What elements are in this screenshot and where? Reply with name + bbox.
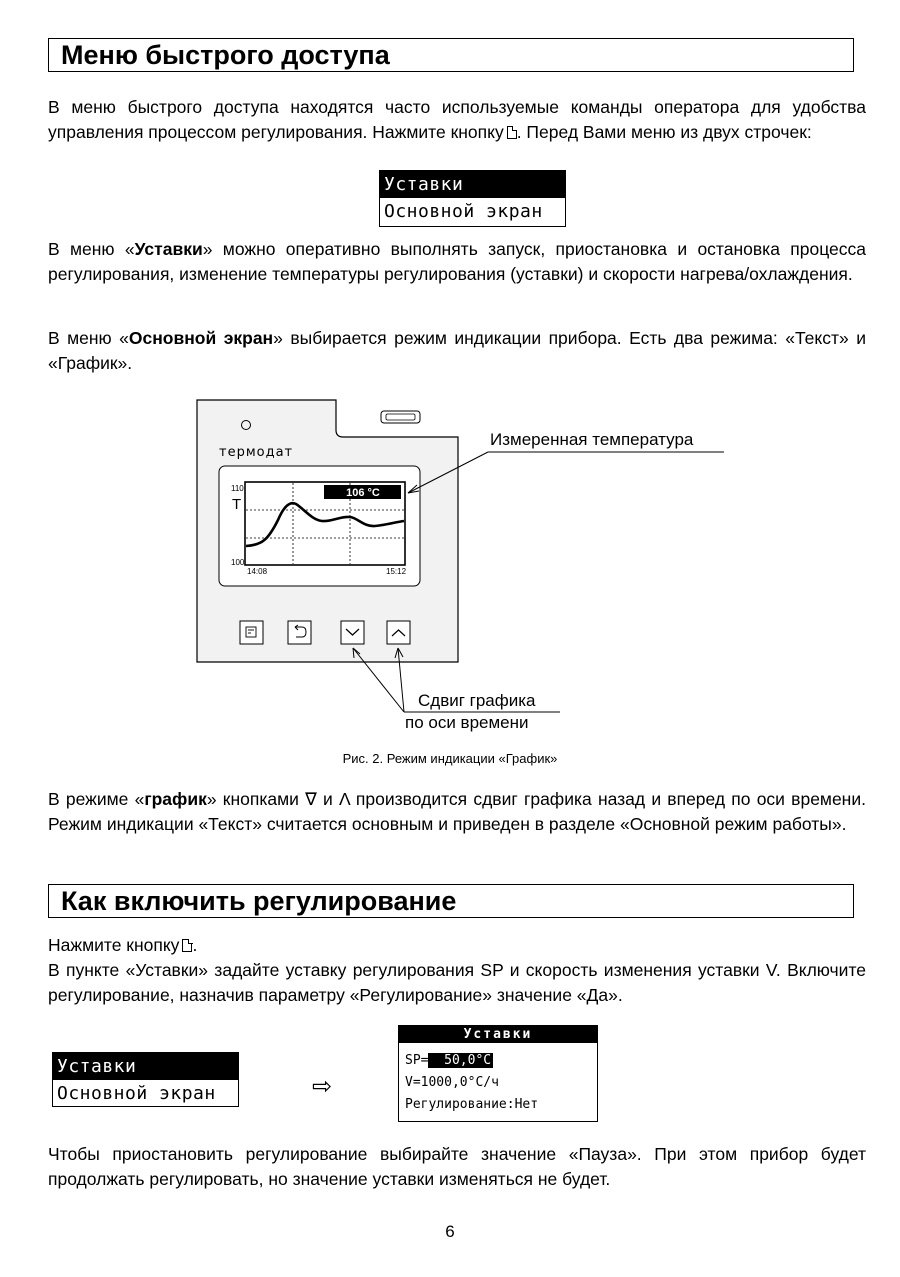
page-icon <box>182 939 192 952</box>
setpoints-title: Уставки <box>399 1026 597 1043</box>
up-button[interactable] <box>387 621 410 644</box>
y-axis-symbol: T <box>232 496 242 513</box>
paragraph-pause: Чтобы приостановить регулирование выбирайте значение «Пауза». При этом прибор будет продолжать регулировать, но значение уставки изменяться не будет. <box>48 1144 866 1189</box>
paragraph-intro: В меню быстрого доступа находятся часто используемые команды оператора для удобства управления процессом регулирования. Нажмите кнопку . Перед Вами меню из двух строчек: <box>48 97 866 142</box>
callout-shift-line2: по оси времени <box>405 713 529 732</box>
section-title-enable-regulation: Как включить регулирование <box>48 884 854 918</box>
device-figure <box>0 390 900 740</box>
x-axis-start: 14:08 <box>247 567 268 576</box>
page-icon <box>507 126 517 139</box>
back-button[interactable] <box>288 621 311 644</box>
quick-menu-display <box>379 170 566 227</box>
sp-row <box>399 1050 597 1072</box>
paragraph-graph-mode: В режиме «график» кнопками ∇ и Λ производится сдвиг графика назад и вперед по оси времени. Режим индикации «Текст» считается основным и приведен в разделе «Основной режим работы». <box>48 789 866 834</box>
quick-menu-display-2 <box>52 1052 239 1107</box>
regulation-row[interactable]: Регулирование:Нет <box>405 1097 539 1112</box>
paragraph-setpoint-instructions: В пункте «Уставки» задайте уставку регулирования SP и скорость изменения уставки V. Включите регулирование, назначив параметру «Регулирование» значение «Да». <box>48 960 866 1005</box>
menu-item-setpoints[interactable]: Уставки <box>53 1053 238 1080</box>
x-axis-end: 15:12 <box>386 567 407 576</box>
sp-label: SP= <box>405 1053 429 1068</box>
paragraph-setpoints: В меню «Уставки» можно оперативно выполнять запуск, приостановка и остановка процесса регулирования, изменение температуры регулирования (уставки) и скорости нагрева/охлаждения. <box>48 239 867 284</box>
menu-item-setpoints[interactable]: Уставки <box>380 171 565 198</box>
y-axis-max: 110 <box>231 484 244 493</box>
usb-port-icon <box>381 411 420 423</box>
temperature-value: 106 °C <box>346 487 380 499</box>
menu-item-main-screen[interactable]: Основной экран <box>384 201 543 222</box>
callout-measured-temperature: Измеренная температура <box>490 430 694 449</box>
y-axis-min: 100 <box>231 558 245 567</box>
down-button[interactable] <box>341 621 364 644</box>
setpoints-display <box>398 1025 598 1122</box>
menu-item-main-screen[interactable]: Основной экран <box>57 1083 216 1104</box>
paragraph-main-screen: В меню «Основной экран» выбирается режим индикации прибора. Есть два режима: «Текст» и «График». <box>48 328 867 373</box>
figure-caption: Рис. 2. Режим индикации «График» <box>342 751 558 766</box>
v-row[interactable]: V=1000,0°C/ч <box>405 1075 499 1090</box>
paragraph-press-button: Нажмите кнопку . <box>48 935 198 955</box>
device-brand: термодат <box>219 445 294 460</box>
section-title-quick-menu: Меню быстрого доступа <box>48 38 854 72</box>
sp-value[interactable]: 50,0°C <box>428 1053 492 1068</box>
page-number: 6 <box>445 1222 455 1241</box>
menu-button[interactable] <box>240 621 263 644</box>
callout-shift-line1: Сдвиг графика <box>418 691 536 710</box>
arrow-right-icon: ⇨ <box>312 1072 333 1100</box>
